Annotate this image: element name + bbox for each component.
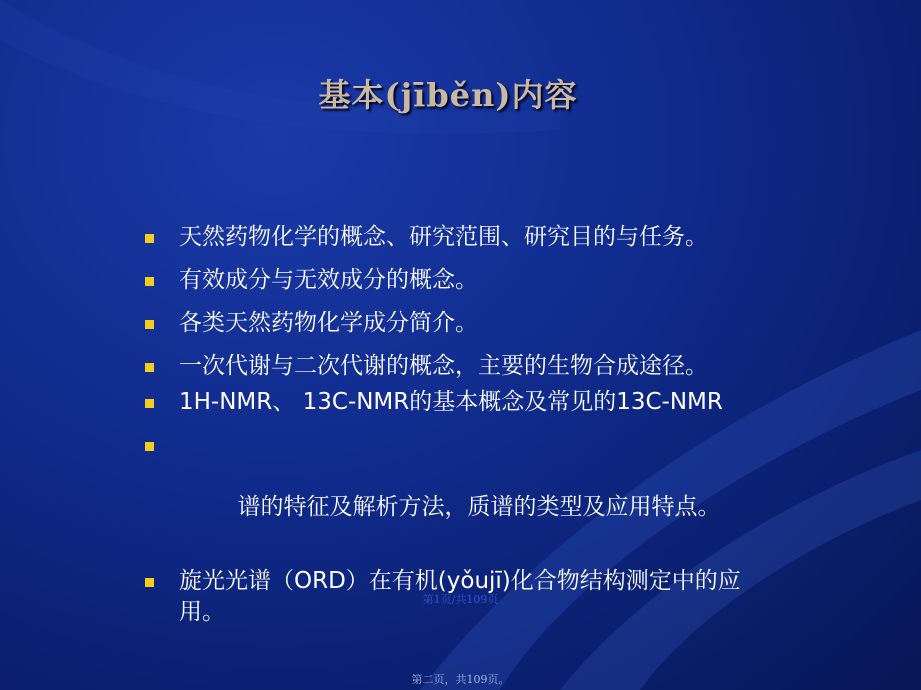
square-bullet-icon [145,363,154,372]
square-bullet-icon [145,320,154,329]
square-bullet-icon [145,442,154,451]
bullet-text: 有效成分与无效成分的概念。 [179,267,478,293]
bullet-list [145,222,765,640]
square-bullet-icon [145,277,154,286]
bullet-text: 1H-NMR、 13C-NMR的基本概念及常见的13C-NMR [179,389,723,415]
bullet-text: 天然药物化学的概念、研究范围、研究目的与任务。 [179,224,708,250]
square-bullet-icon [145,234,154,243]
list-item [145,265,765,296]
list-item [145,430,765,554]
bullet-text: 旋光光谱（ORD）在有机(yǒujī)化合物结构测定中的应用。 [179,568,741,625]
slide-title: 基本(jīběn)内容 [318,76,578,114]
bullet-text: 谱的特征及解析方法，质谱的类型及应用特点。 [222,494,721,520]
list-item [145,351,765,382]
list-item [145,308,765,339]
page-number-label: 第1页/共109页 [422,593,499,606]
list-item [145,222,765,253]
square-bullet-icon [145,399,154,408]
bullet-text: 一次代谢与二次代谢的概念，主要的生物合成途径。 [179,353,708,379]
list-item [145,387,739,418]
square-bullet-icon [145,578,154,587]
bullet-text: 各类天然药物化学成分简介。 [179,310,478,336]
footer-page-label: 第二页，共109页。 [411,673,510,686]
